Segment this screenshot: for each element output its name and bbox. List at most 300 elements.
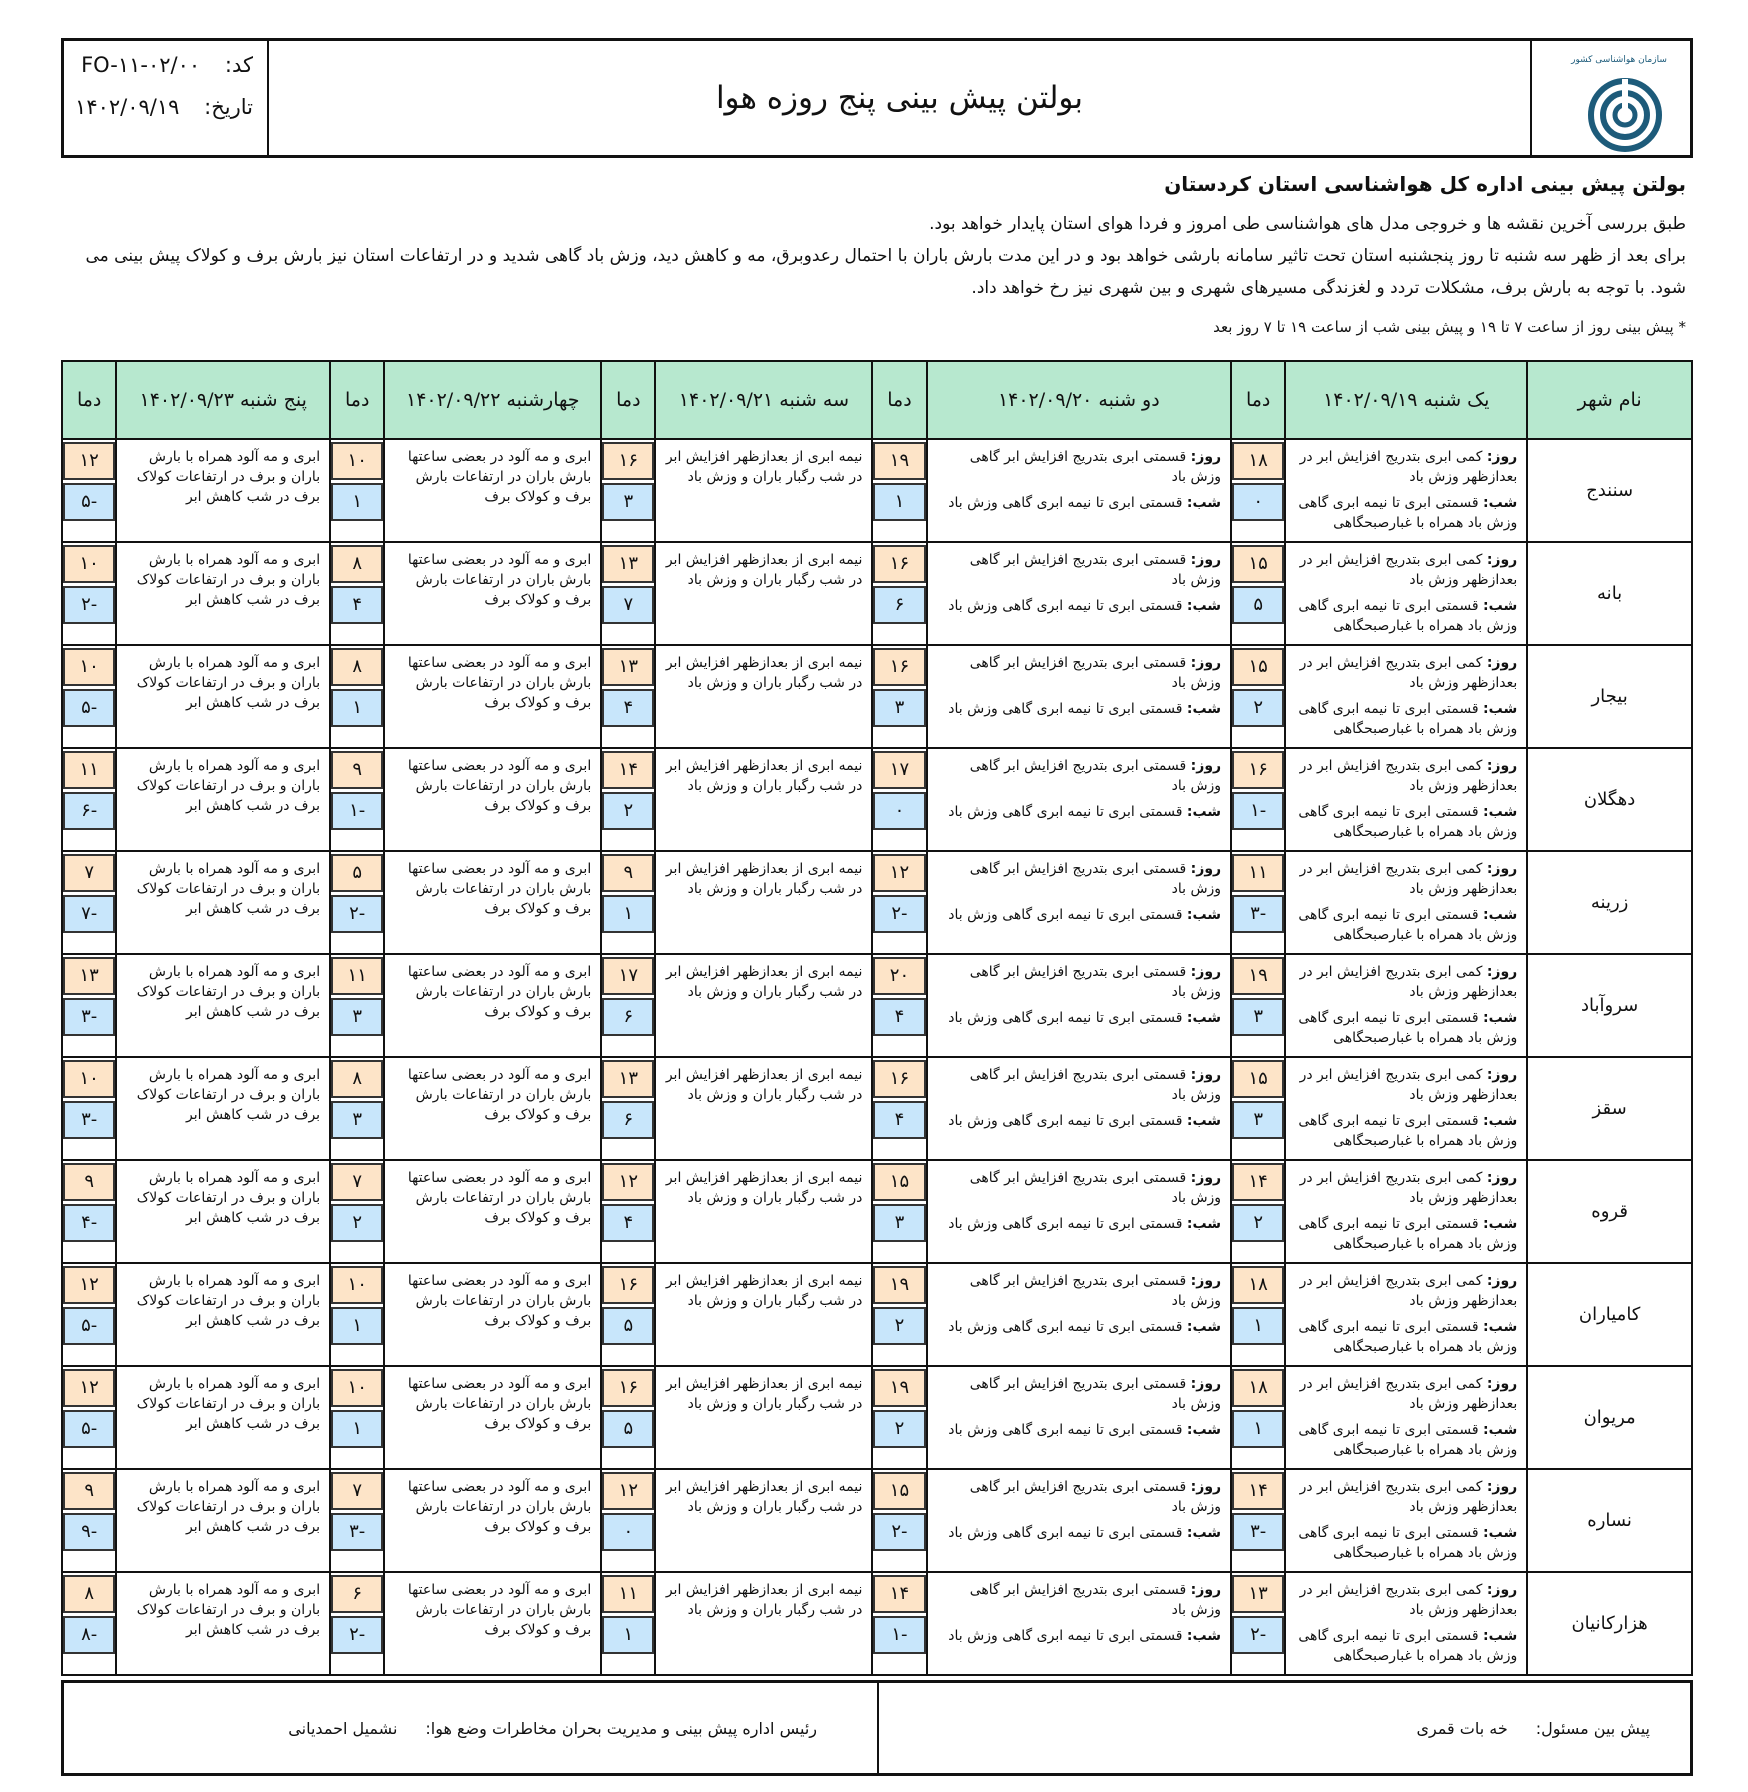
day-forecast [1295, 756, 1517, 796]
city-name: مریوان [1527, 1366, 1692, 1469]
temp-cell [1231, 1160, 1285, 1263]
day-forecast [1295, 550, 1517, 590]
max-temp: ۱۳ [602, 648, 654, 686]
forecast-desc: ابری و مه آلود در بعضی ساعتها بارش باران در ارتفاعات بارش برف و کولاک برف [407, 655, 592, 711]
night-forecast [937, 1214, 1222, 1234]
day-header: دو شنبه ۱۴۰۲/۰۹/۲۰ [927, 361, 1232, 439]
max-temp: ۷ [331, 1163, 383, 1201]
table-row [62, 1469, 1692, 1572]
temp-cell [330, 851, 384, 954]
min-temp: ۲ [331, 1204, 383, 1242]
forecast-desc: ابری و مه آلود همراه با بارش باران و برف در ارتفاعات کولاک برف در شب کاهش ابر [136, 552, 321, 608]
max-temp: ۹ [602, 854, 654, 892]
min-temp: ۰ [602, 1513, 654, 1551]
city-header: نام شهر [1527, 361, 1692, 439]
min-temp: ۱ [331, 483, 383, 521]
forecast-desc [929, 1368, 1230, 1446]
max-temp: ۱۵ [1232, 1060, 1284, 1098]
min-temp: ۴ [873, 998, 925, 1036]
forecast-text [116, 954, 330, 1057]
forecast-text [116, 1057, 330, 1160]
temp-cell [872, 1572, 926, 1675]
forecast-text [116, 1572, 330, 1675]
forecast-text [384, 1366, 601, 1469]
min-temp: ۵ [602, 1410, 654, 1448]
temp-cell [1231, 1572, 1285, 1675]
min-temp: -۲ [63, 586, 115, 624]
forecast-text [1285, 645, 1527, 748]
night-text: قسمتی ابری تا نیمه ابری گاهی وزش باد [948, 907, 1187, 923]
temp-cell [330, 439, 384, 542]
forecast-text [655, 1263, 872, 1366]
forecast-text [1285, 954, 1527, 1057]
intro-paragraph-1: طبق بررسی آخرین نقشه ها و خروجی مدل های هواشناسی طی امروز و فردا هوای استان پایدار خواهد بود. [929, 214, 1686, 234]
night-text: قسمتی ابری تا نیمه ابری گاهی وزش باد همراه با غبارصبحگاهی [1298, 1422, 1518, 1458]
temp-cell [872, 439, 926, 542]
signature-footer [61, 1680, 1693, 1776]
meteorological-organization-logo [1570, 53, 1680, 153]
forecast-desc [1287, 647, 1525, 745]
forecast-text [655, 748, 872, 851]
min-temp: ۴ [602, 689, 654, 727]
max-temp: ۱۶ [1232, 751, 1284, 789]
night-text: قسمتی ابری تا نیمه ابری گاهی وزش باد همراه با غبارصبحگاهی [1298, 495, 1518, 531]
night-forecast [1295, 905, 1517, 945]
min-temp: ۴ [602, 1204, 654, 1242]
forecast-desc: ابری و مه آلود همراه با بارش باران و برف در ارتفاعات کولاک برف در شب کاهش ابر [136, 861, 321, 917]
forecast-desc: ابری و مه آلود همراه با بارش باران و برف در ارتفاعات کولاک برف در شب کاهش ابر [136, 1273, 321, 1329]
max-temp: ۱۶ [873, 545, 925, 583]
temp-cell [62, 1057, 116, 1160]
night-label: شب: [1186, 598, 1222, 614]
min-temp: ۲ [602, 792, 654, 830]
night-forecast [937, 596, 1222, 616]
min-temp: ۰ [1232, 483, 1284, 521]
night-forecast [937, 1111, 1222, 1131]
max-temp: ۱۴ [873, 1575, 925, 1613]
day-text: قسمتی ابری بتدریج افزایش ابر گاهی وزش باد [969, 552, 1222, 588]
max-temp: ۶ [331, 1575, 383, 1613]
forecast-desc: نیمه ابری از بعدازظهر افزایش ابر در شب رگبار باران و وزش باد [665, 1067, 863, 1103]
forecast-text [384, 542, 601, 645]
night-text: قسمتی ابری تا نیمه ابری گاهی وزش باد [948, 1216, 1187, 1232]
night-text: قسمتی ابری تا نیمه ابری گاهی وزش باد همراه با غبارصبحگاهی [1298, 1319, 1518, 1355]
forecast-desc [929, 853, 1230, 931]
max-temp: ۱۳ [602, 545, 654, 583]
night-label: شب: [1483, 1422, 1518, 1438]
max-temp: ۱۵ [873, 1163, 925, 1201]
date-label: تاریخ: [204, 95, 253, 119]
day-text: کمی ابری بتدریج افزایش ابر در بعدازظهر وزش باد [1299, 1376, 1518, 1412]
night-text: قسمتی ابری تا نیمه ابری گاهی وزش باد همراه با غبارصبحگاهی [1298, 598, 1518, 634]
day-label: روز: [1190, 758, 1222, 774]
temp-cell [872, 1263, 926, 1366]
min-temp: -۴ [63, 1204, 115, 1242]
table-row [62, 1572, 1692, 1675]
min-temp: ۳ [873, 689, 925, 727]
day-forecast [937, 1580, 1222, 1620]
temp-cell [1231, 542, 1285, 645]
day-text: کمی ابری بتدریج افزایش ابر در بعدازظهر وزش باد [1299, 449, 1518, 485]
max-temp: ۱۳ [602, 1060, 654, 1098]
table-row [62, 954, 1692, 1057]
min-temp: ۲ [873, 1410, 925, 1448]
day-text: کمی ابری بتدریج افزایش ابر در بعدازظهر وزش باد [1299, 861, 1518, 897]
forecast-desc: ابری و مه آلود همراه با بارش باران و برف در ارتفاعات کولاک برف در شب کاهش ابر [136, 449, 321, 505]
day-text: کمی ابری بتدریج افزایش ابر در بعدازظهر وزش باد [1299, 964, 1518, 1000]
date-row [75, 95, 253, 119]
min-temp: -۲ [331, 1616, 383, 1654]
min-temp: ۶ [873, 586, 925, 624]
temp-cell [872, 542, 926, 645]
forecaster-name: خه بات قمری [1416, 1718, 1508, 1738]
forecaster-cell [877, 1683, 1690, 1773]
day-text: قسمتی ابری بتدریج افزایش ابر گاهی وزش باد [969, 964, 1222, 1000]
day-forecast [1295, 447, 1517, 487]
forecast-text [927, 1057, 1232, 1160]
day-forecast [937, 859, 1222, 899]
night-label: شب: [1483, 495, 1518, 511]
forecast-text [655, 1160, 872, 1263]
min-temp: ۱ [331, 689, 383, 727]
temp-header: دما [601, 361, 655, 439]
temp-cell [330, 748, 384, 851]
forecast-desc: ابری و مه آلود در بعضی ساعتها بارش باران در ارتفاعات بارش برف و کولاک برف [407, 1273, 592, 1329]
night-label: شب: [1186, 495, 1222, 511]
temp-cell [1231, 954, 1285, 1057]
min-temp: ۲ [1232, 1204, 1284, 1242]
day-label: روز: [1190, 1582, 1222, 1598]
table-header-row [62, 361, 1692, 439]
day-text: کمی ابری بتدریج افزایش ابر در بعدازظهر وزش باد [1299, 655, 1518, 691]
forecast-text [1285, 1469, 1527, 1572]
city-name: سقز [1527, 1057, 1692, 1160]
forecast-text [1285, 1572, 1527, 1675]
temp-cell [330, 645, 384, 748]
night-label: شب: [1483, 1113, 1518, 1129]
temp-cell [1231, 748, 1285, 851]
night-forecast [937, 699, 1222, 719]
day-forecast [937, 756, 1222, 796]
forecast-text [927, 1572, 1232, 1675]
max-temp: ۱۶ [873, 648, 925, 686]
temp-cell [1231, 645, 1285, 748]
min-temp: ۲ [873, 1307, 925, 1345]
min-temp: -۵ [63, 689, 115, 727]
night-forecast [1295, 1008, 1517, 1048]
max-temp: ۱۴ [1232, 1472, 1284, 1510]
day-text: کمی ابری بتدریج افزایش ابر در بعدازظهر وزش باد [1299, 1582, 1518, 1618]
forecast-desc: ابری و مه آلود در بعضی ساعتها بارش باران در ارتفاعات بارش برف و کولاک برف [407, 1170, 592, 1226]
day-forecast [1295, 1580, 1517, 1620]
night-label: شب: [1186, 1628, 1222, 1644]
min-temp: ۲ [1232, 689, 1284, 727]
day-forecast [1295, 1065, 1517, 1105]
min-temp: -۳ [63, 1101, 115, 1139]
max-temp: ۱۰ [63, 648, 115, 686]
temp-cell [330, 1160, 384, 1263]
forecast-desc [1287, 1162, 1525, 1260]
day-text: قسمتی ابری بتدریج افزایش ابر گاهی وزش باد [969, 861, 1222, 897]
forecast-text [384, 851, 601, 954]
max-temp: ۱۲ [63, 1369, 115, 1407]
min-temp: -۳ [1232, 1513, 1284, 1551]
night-forecast [937, 493, 1222, 513]
forecast-desc: نیمه ابری از بعدازظهر افزایش ابر در شب رگبار باران و وزش باد [665, 1582, 863, 1618]
day-label: روز: [1190, 1479, 1222, 1495]
temp-cell [1231, 1057, 1285, 1160]
max-temp: ۱۳ [1232, 1575, 1284, 1613]
city-name: سنندج [1527, 439, 1692, 542]
table-row [62, 748, 1692, 851]
min-temp: -۷ [63, 895, 115, 933]
temp-cell [601, 542, 655, 645]
day-text: کمی ابری بتدریج افزایش ابر در بعدازظهر وزش باد [1299, 1067, 1518, 1103]
forecast-desc [1287, 956, 1525, 1054]
day-text: کمی ابری بتدریج افزایش ابر در بعدازظهر وزش باد [1299, 758, 1518, 794]
forecast-desc: ابری و مه آلود همراه با بارش باران و برف در ارتفاعات کولاک برف در شب کاهش ابر [136, 758, 321, 814]
forecast-text [384, 1469, 601, 1572]
forecast-desc: نیمه ابری از بعدازظهر افزایش ابر در شب رگبار باران و وزش باد [665, 964, 863, 1000]
min-temp: ۷ [602, 586, 654, 624]
forecast-desc [929, 1059, 1230, 1137]
temp-cell [62, 1572, 116, 1675]
day-text: قسمتی ابری بتدریج افزایش ابر گاهی وزش باد [969, 1170, 1222, 1206]
night-forecast [937, 905, 1222, 925]
temp-cell [330, 542, 384, 645]
night-label: شب: [1186, 1525, 1222, 1541]
min-temp: ۱ [331, 1410, 383, 1448]
org-name-fa: سازمان هواشناسی کشور [1571, 55, 1667, 65]
forecast-text [116, 748, 330, 851]
page-title: بولتن پیش بینی پنج روزه هوا [715, 80, 1084, 116]
min-temp: -۸ [63, 1616, 115, 1654]
day-text: قسمتی ابری بتدریج افزایش ابر گاهی وزش باد [969, 1582, 1222, 1618]
temp-cell [62, 1160, 116, 1263]
night-label: شب: [1186, 804, 1222, 820]
max-temp: ۱۹ [1232, 957, 1284, 995]
subheading: بولتن پیش بینی اداره کل هواشناسی استان کردستان [1164, 172, 1686, 196]
day-label: روز: [1486, 449, 1518, 465]
forecast-desc [1287, 853, 1525, 951]
night-forecast [937, 1626, 1222, 1646]
min-temp: ۱ [1232, 1307, 1284, 1345]
temp-cell [601, 748, 655, 851]
city-name: کامیاران [1527, 1263, 1692, 1366]
day-forecast [937, 447, 1222, 487]
forecast-text [927, 954, 1232, 1057]
table-row [62, 851, 1692, 954]
day-label: روز: [1190, 449, 1222, 465]
max-temp: ۱۰ [331, 1266, 383, 1304]
forecast-desc [929, 1574, 1230, 1652]
night-forecast [937, 802, 1222, 822]
forecast-desc: نیمه ابری از بعدازظهر افزایش ابر در شب رگبار باران و وزش باد [665, 1479, 863, 1515]
min-temp: ۱ [602, 1616, 654, 1654]
max-temp: ۱۵ [1232, 545, 1284, 583]
logo-cell [1530, 41, 1690, 155]
night-forecast [937, 1523, 1222, 1543]
day-label: روز: [1486, 1067, 1518, 1083]
max-temp: ۱۳ [63, 957, 115, 995]
temp-cell [62, 748, 116, 851]
min-temp: -۹ [63, 1513, 115, 1551]
day-label: روز: [1486, 964, 1518, 980]
day-header: سه شنبه ۱۴۰۲/۰۹/۲۱ [655, 361, 872, 439]
day-label: روز: [1190, 552, 1222, 568]
max-temp: ۱۶ [602, 1266, 654, 1304]
temp-cell [62, 954, 116, 1057]
day-forecast [1295, 1168, 1517, 1208]
forecast-desc: نیمه ابری از بعدازظهر افزایش ابر در شب رگبار باران و وزش باد [665, 1273, 863, 1309]
forecast-text [384, 748, 601, 851]
forecast-text [1285, 1366, 1527, 1469]
max-temp: ۱۸ [1232, 1266, 1284, 1304]
forecast-desc: نیمه ابری از بعدازظهر افزایش ابر در شب رگبار باران و وزش باد [665, 1376, 863, 1412]
min-temp: -۱ [1232, 792, 1284, 830]
max-temp: ۱۰ [63, 1060, 115, 1098]
max-temp: ۱۴ [602, 751, 654, 789]
forecast-text [927, 748, 1232, 851]
forecast-text [116, 439, 330, 542]
min-temp: ۶ [602, 1101, 654, 1139]
day-label: روز: [1486, 655, 1518, 671]
forecast-text [927, 1160, 1232, 1263]
night-label: شب: [1483, 1010, 1518, 1026]
temp-cell [1231, 1366, 1285, 1469]
max-temp: ۱۲ [602, 1472, 654, 1510]
day-text: کمی ابری بتدریج افزایش ابر در بعدازظهر وزش باد [1299, 1273, 1518, 1309]
forecast-desc: ابری و مه آلود در بعضی ساعتها بارش باران در ارتفاعات بارش برف و کولاک برف [407, 964, 592, 1020]
min-temp: ۴ [873, 1101, 925, 1139]
night-forecast [1295, 1420, 1517, 1460]
temp-cell [601, 851, 655, 954]
table-row [62, 439, 1692, 542]
temp-cell [601, 1572, 655, 1675]
head-label: رئیس اداره پیش بینی و مدیریت بحران مخاطرات وضع هوا: [425, 1718, 817, 1738]
max-temp: ۱۶ [602, 442, 654, 480]
forecast-text [927, 1366, 1232, 1469]
city-name: قروه [1527, 1160, 1692, 1263]
code-value: FO-۱۱-۰۲/۰۰ [81, 53, 201, 77]
forecast-desc [1287, 1059, 1525, 1157]
min-temp: -۵ [63, 1410, 115, 1448]
forecast-text [1285, 542, 1527, 645]
night-label: شب: [1186, 1216, 1222, 1232]
min-temp: ۳ [331, 998, 383, 1036]
temp-header: دما [330, 361, 384, 439]
forecast-desc [1287, 1368, 1525, 1466]
day-forecast [937, 1065, 1222, 1105]
min-temp: ۳ [873, 1204, 925, 1242]
forecast-text [655, 1366, 872, 1469]
forecast-desc: نیمه ابری از بعدازظهر افزایش ابر در شب رگبار باران و وزش باد [665, 1170, 863, 1206]
forecast-desc [929, 441, 1230, 519]
forecast-table [61, 360, 1693, 1676]
max-temp: ۱۲ [63, 1266, 115, 1304]
min-temp: ۱ [602, 895, 654, 933]
forecast-text [655, 1469, 872, 1572]
night-text: قسمتی ابری تا نیمه ابری گاهی وزش باد همراه با غبارصبحگاهی [1298, 804, 1518, 840]
night-text: قسمتی ابری تا نیمه ابری گاهی وزش باد [948, 598, 1187, 614]
forecast-desc: ابری و مه آلود در بعضی ساعتها بارش باران در ارتفاعات بارش برف و کولاک برف [407, 1376, 592, 1432]
max-temp: ۱۶ [602, 1369, 654, 1407]
forecast-desc [1287, 1574, 1525, 1672]
max-temp: ۸ [331, 648, 383, 686]
forecast-text [384, 1057, 601, 1160]
day-forecast [937, 550, 1222, 590]
table-row [62, 645, 1692, 748]
forecast-desc: ابری و مه آلود همراه با بارش باران و برف در ارتفاعات کولاک برف در شب کاهش ابر [136, 964, 321, 1020]
night-forecast [1295, 1214, 1517, 1254]
day-forecast [1295, 1271, 1517, 1311]
max-temp: ۲۰ [873, 957, 925, 995]
city-name: هزارکانیان [1527, 1572, 1692, 1675]
forecast-desc: ابری و مه آلود در بعضی ساعتها بارش باران در ارتفاعات بارش برف و کولاک برف [407, 552, 592, 608]
max-temp: ۸ [331, 545, 383, 583]
max-temp: ۱۱ [331, 957, 383, 995]
day-text: قسمتی ابری بتدریج افزایش ابر گاهی وزش باد [969, 1273, 1222, 1309]
forecast-desc [929, 1471, 1230, 1549]
forecast-text [1285, 1160, 1527, 1263]
night-text: قسمتی ابری تا نیمه ابری گاهی وزش باد همراه با غبارصبحگاهی [1298, 1216, 1518, 1252]
forecast-text [116, 1160, 330, 1263]
night-forecast [937, 1008, 1222, 1028]
night-text: قسمتی ابری تا نیمه ابری گاهی وزش باد [948, 701, 1187, 717]
max-temp: ۷ [63, 854, 115, 892]
night-label: شب: [1483, 804, 1518, 820]
night-forecast [1295, 802, 1517, 842]
forecast-text [927, 1469, 1232, 1572]
temp-cell [330, 1263, 384, 1366]
night-text: قسمتی ابری تا نیمه ابری گاهی وزش باد [948, 1319, 1187, 1335]
forecast-text [655, 1057, 872, 1160]
forecast-text [927, 439, 1232, 542]
forecast-text [116, 542, 330, 645]
table-row [62, 1160, 1692, 1263]
day-forecast [1295, 962, 1517, 1002]
min-temp: -۲ [873, 1513, 925, 1551]
temp-cell [330, 1572, 384, 1675]
day-text: قسمتی ابری بتدریج افزایش ابر گاهی وزش باد [969, 1479, 1222, 1515]
day-label: روز: [1190, 964, 1222, 980]
temp-header: دما [62, 361, 116, 439]
temp-cell [872, 1057, 926, 1160]
day-label: روز: [1486, 1582, 1518, 1598]
min-temp: -۲ [1232, 1616, 1284, 1654]
temp-cell [62, 1469, 116, 1572]
forecast-desc: ابری و مه آلود همراه با بارش باران و برف در ارتفاعات کولاک برف در شب کاهش ابر [136, 1479, 321, 1535]
temp-cell [601, 645, 655, 748]
min-temp: ۵ [602, 1307, 654, 1345]
forecast-desc: نیمه ابری از بعدازظهر افزایش ابر در شب رگبار باران و وزش باد [665, 655, 863, 691]
night-label: شب: [1186, 1422, 1222, 1438]
night-forecast [1295, 699, 1517, 739]
max-temp: ۱۵ [873, 1472, 925, 1510]
day-label: روز: [1486, 1273, 1518, 1289]
min-temp: -۵ [63, 483, 115, 521]
day-forecast [937, 962, 1222, 1002]
night-forecast [1295, 596, 1517, 636]
forecast-text [655, 439, 872, 542]
forecast-text [655, 645, 872, 748]
night-label: شب: [1483, 1216, 1518, 1232]
night-text: قسمتی ابری تا نیمه ابری گاهی وزش باد [948, 1010, 1187, 1026]
day-forecast [1295, 859, 1517, 899]
forecast-desc [1287, 441, 1525, 539]
temp-cell [330, 1057, 384, 1160]
forecast-text [1285, 439, 1527, 542]
